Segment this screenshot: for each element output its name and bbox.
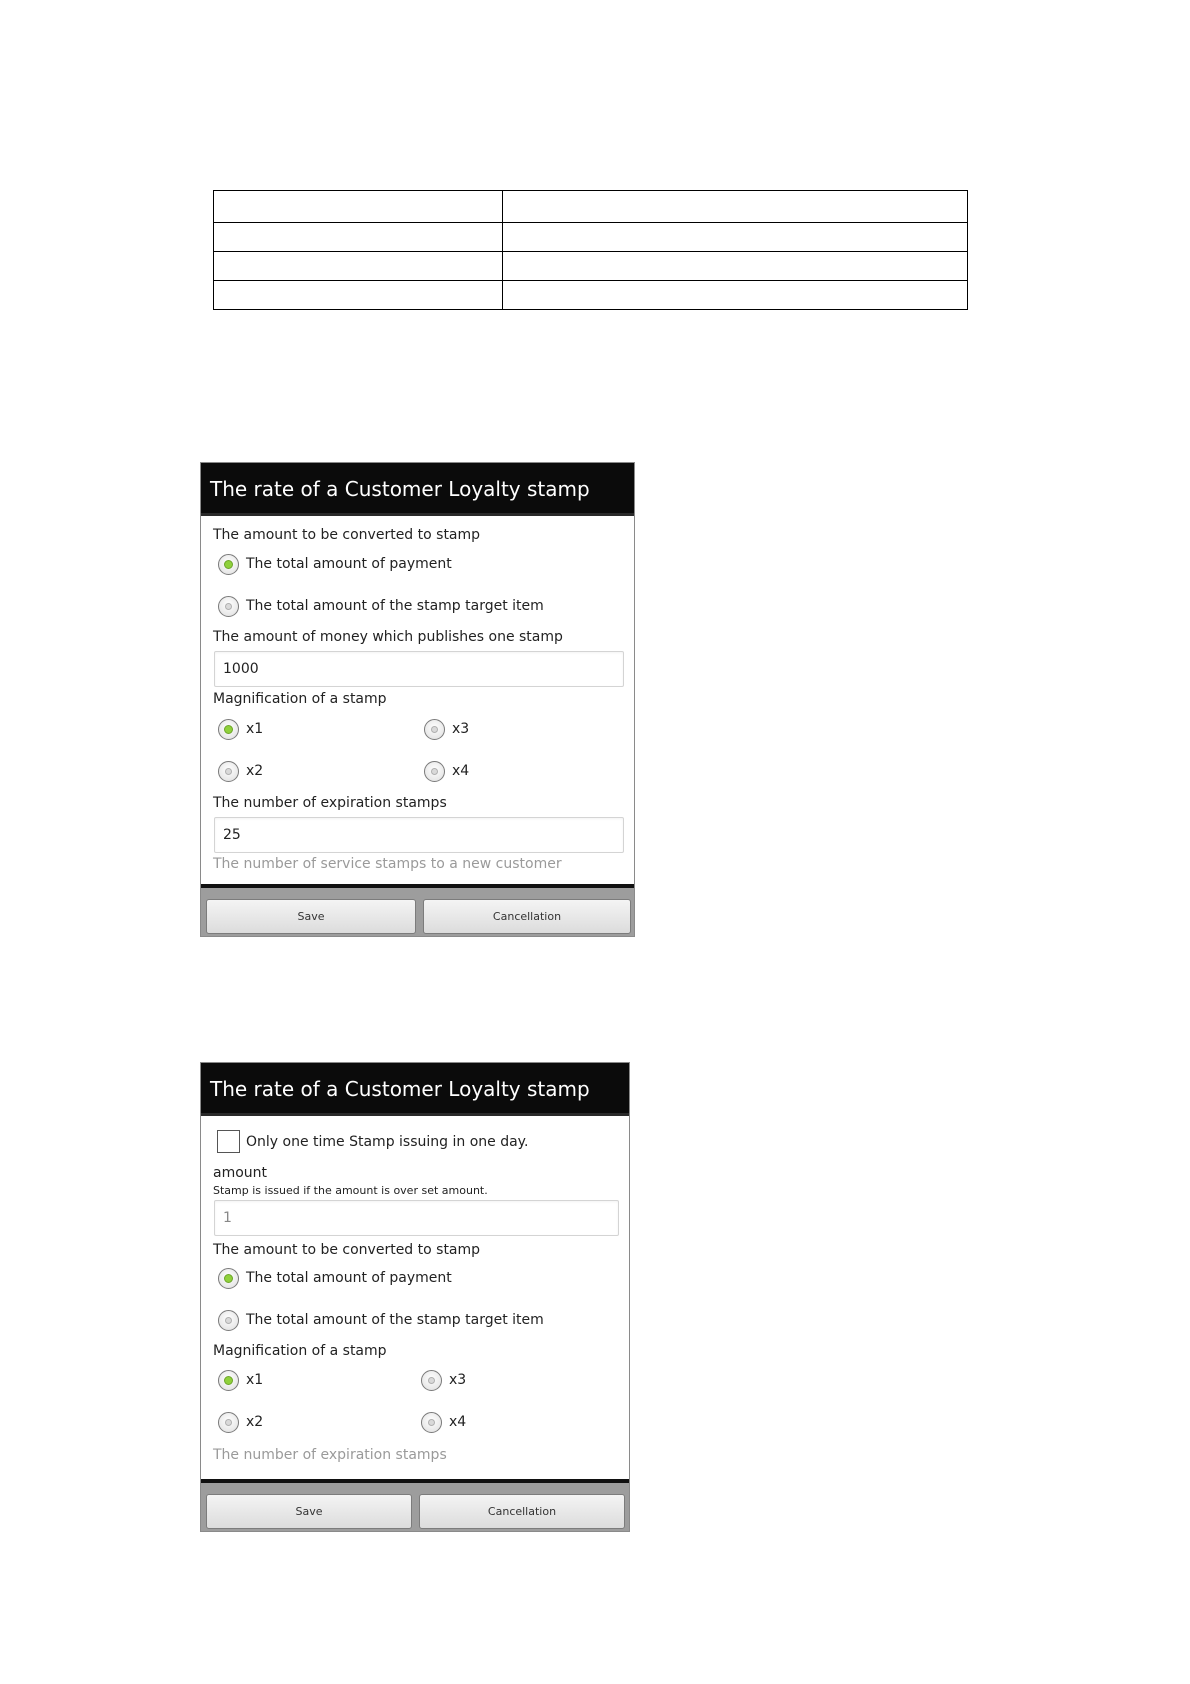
radio-x3-label[interactable]: x3 <box>449 1372 467 1388</box>
table-cell <box>214 191 503 223</box>
service-stamps-label: The number of service stamps to a new customer <box>213 856 562 872</box>
radio-total-payment-label[interactable]: The total amount of payment <box>246 556 452 572</box>
settings-form <box>201 1116 629 1483</box>
convert-label: The amount to be converted to stamp <box>213 527 481 543</box>
radio-total-payment-label[interactable]: The total amount of payment <box>246 1270 452 1286</box>
table-cell <box>503 281 968 310</box>
expiration-input[interactable]: 25 <box>214 817 624 853</box>
magnification-label: Magnification of a stamp <box>213 1343 387 1359</box>
empty-table <box>213 190 968 310</box>
magnification-label: Magnification of a stamp <box>213 691 387 707</box>
table-cell <box>214 252 503 281</box>
expiration-label: The number of expiration stamps <box>213 1447 447 1463</box>
cancel-button[interactable]: Cancellation <box>423 899 631 934</box>
button-bar <box>201 884 634 936</box>
amount-input[interactable]: 1 <box>214 1200 619 1236</box>
radio-x1[interactable] <box>218 719 239 740</box>
expiration-label: The number of expiration stamps <box>213 795 447 811</box>
radio-total-payment[interactable] <box>218 554 239 575</box>
screen-title: The rate of a Customer Loyalty stamp <box>201 1063 629 1116</box>
radio-x1-label[interactable]: x1 <box>246 721 264 737</box>
radio-x3[interactable] <box>421 1370 442 1391</box>
radio-x1[interactable] <box>218 1370 239 1391</box>
radio-x4[interactable] <box>424 761 445 782</box>
table-cell <box>214 223 503 252</box>
table-cell <box>214 281 503 310</box>
amount-hint: Stamp is issued if the amount is over set amount. <box>213 1184 488 1197</box>
radio-x2-label[interactable]: x2 <box>246 1414 264 1430</box>
amount-label: amount <box>213 1165 268 1181</box>
convert-label: The amount to be converted to stamp <box>213 1242 481 1258</box>
table-row <box>214 223 968 252</box>
table-row <box>214 252 968 281</box>
radio-x2-label[interactable]: x2 <box>246 763 264 779</box>
stamp-rate-screen-1 <box>200 462 635 937</box>
radio-total-payment[interactable] <box>218 1268 239 1289</box>
radio-x1-label[interactable]: x1 <box>246 1372 264 1388</box>
table-cell <box>503 252 968 281</box>
settings-form <box>201 516 634 886</box>
save-button[interactable]: Save <box>206 1494 412 1529</box>
screen-title: The rate of a Customer Loyalty stamp <box>201 463 634 516</box>
radio-total-target-item-label[interactable]: The total amount of the stamp target item <box>246 598 544 614</box>
stamp-rate-screen-2 <box>200 1062 630 1532</box>
radio-total-target-item-label[interactable]: The total amount of the stamp target item <box>246 1312 544 1328</box>
radio-x4-label[interactable]: x4 <box>452 763 470 779</box>
radio-x4-label[interactable]: x4 <box>449 1414 467 1430</box>
radio-x2[interactable] <box>218 761 239 782</box>
table-cell <box>503 223 968 252</box>
radio-x3-label[interactable]: x3 <box>452 721 470 737</box>
cancel-button[interactable]: Cancellation <box>419 1494 625 1529</box>
once-per-day-label[interactable]: Only one time Stamp issuing in one day. <box>246 1134 529 1150</box>
table-row <box>214 281 968 310</box>
radio-x4[interactable] <box>421 1412 442 1433</box>
table-cell <box>503 191 968 223</box>
money-label: The amount of money which publishes one stamp <box>213 629 563 645</box>
radio-x3[interactable] <box>424 719 445 740</box>
radio-total-target-item[interactable] <box>218 1310 239 1331</box>
radio-total-target-item[interactable] <box>218 596 239 617</box>
table-row <box>214 191 968 223</box>
save-button[interactable]: Save <box>206 899 416 934</box>
once-per-day-checkbox[interactable] <box>217 1130 240 1153</box>
button-bar <box>201 1479 629 1531</box>
money-input[interactable]: 1000 <box>214 651 624 687</box>
radio-x2[interactable] <box>218 1412 239 1433</box>
